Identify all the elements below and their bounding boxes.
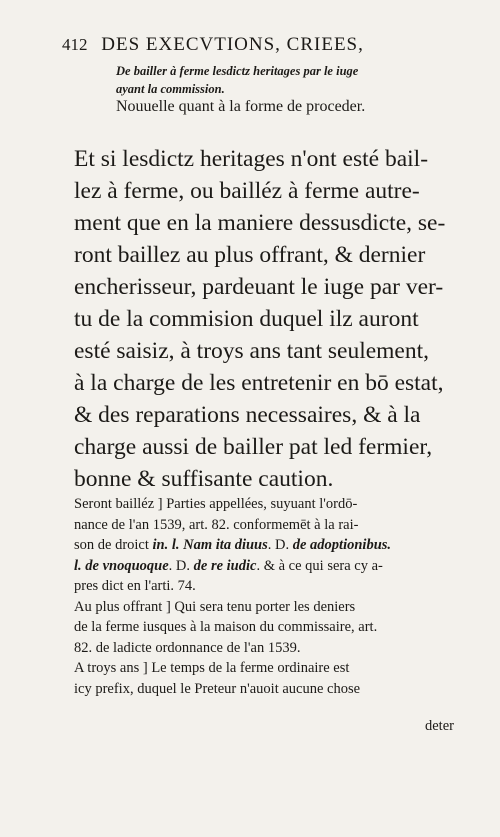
main-text-line: lez à ferme, ou bailléz à ferme autre-: [74, 178, 420, 204]
annotation-text: Au plus offrant ] Qui sera tenu porter les deniers: [74, 598, 356, 615]
main-text-line: charge aussi de bailler pat led fermier,: [74, 434, 433, 460]
main-text-line: ment que en la maniere dessusdicte, se-: [74, 210, 446, 236]
annotation-line: [74, 496, 466, 513]
summary-line: Nouuelle quant à la forme de proceder.: [116, 98, 366, 115]
main-text-line: & des reparations necessaires, & à la: [74, 402, 421, 428]
annotation-line: [74, 681, 466, 698]
annotation-line: [74, 517, 466, 534]
annotation-line: [74, 599, 466, 616]
page-number: 412: [62, 35, 88, 54]
side-note-line: ayant la commission.: [116, 82, 225, 96]
annotation-line: [74, 537, 466, 554]
annotation-text: pres dict en l'arti. 74.: [74, 578, 196, 594]
annotation-line: [74, 558, 466, 575]
annotation-text: de la ferme iusques à la maison du commissaire, art.: [74, 619, 378, 635]
main-text-line: esté saisiz, à troys ans tant seulement,: [74, 338, 430, 364]
main-text-line: tu de la commision duquel ilz auront: [74, 306, 419, 332]
italic-citation: l. de vnoquoque: [74, 557, 169, 574]
italic-citation: de adoptionibus.: [292, 537, 392, 553]
main-text-line: ront baillez au plus offrant, & dernier: [74, 242, 426, 268]
annotation-line: [74, 619, 466, 636]
italic-citation: de re iudic: [193, 557, 257, 574]
annotation-text: . D.: [267, 537, 293, 553]
main-text-line: à la charge de les entretenir en bō estat,: [74, 370, 444, 396]
annotation-text: son de droict: [74, 537, 153, 553]
main-text-line: bonne & suffisante caution.: [74, 466, 334, 492]
annotation-text: icy prefix, duquel le Preteur n'auoit aucune chose: [74, 680, 361, 697]
annotation-line: [74, 578, 466, 595]
running-header: [62, 34, 462, 56]
side-note-line: De bailler à ferme lesdictz heritages par le iuge: [116, 64, 359, 78]
annotation-text: nance de l'an 1539, art. 82. conformemēt à la rai-: [74, 516, 359, 533]
italic-citation: in. l. Nam ita diuus: [152, 537, 268, 553]
catchword: deter: [425, 718, 454, 734]
running-title: DES EXECVTIONS, CRIEES,: [101, 34, 364, 55]
annotation-text: . & à ce qui sera cy a-: [256, 557, 383, 574]
annotation-line: [74, 640, 466, 657]
main-text-line: encherisseur, pardeuant le iuge par ver-: [74, 274, 444, 300]
main-text-line: Et si lesdictz heritages n'ont esté bail-: [74, 146, 429, 172]
annotation-text: A troys ans ] Le temps de la ferme ordinaire est: [74, 660, 350, 676]
annotation-line: [74, 660, 466, 677]
annotation-text: . D.: [168, 557, 194, 574]
annotation-text: 82. de ladicte ordonnance de l'an 1539.: [74, 639, 301, 656]
annotation-text: Seront bailléz ] Parties appellées, suyuant l'ordō-: [74, 496, 358, 512]
